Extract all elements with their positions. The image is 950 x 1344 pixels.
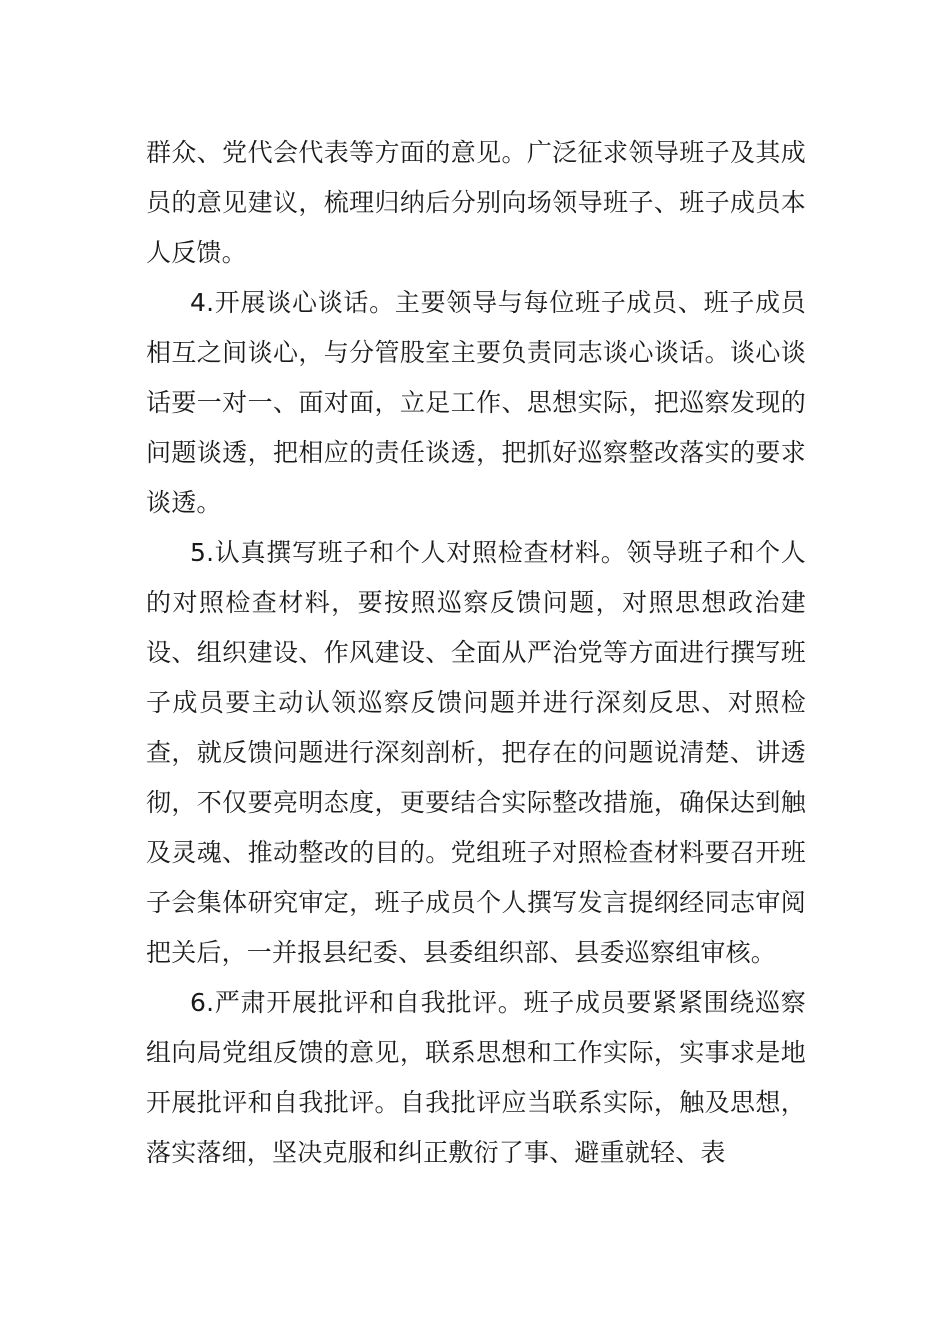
paragraph-number: 6. [190, 988, 215, 1017]
paragraph-text: 认真撰写班子和个人对照检查材料。领导班子和个人的对照检查材料，要按照巡察反馈问题，对照思想政治建设、组织建设、作风建设、全面从严治党等方面进行撰写班子成员要主动认领巡察反馈问题并进行深刻反思、对照检查，就反馈问题进行深刻剖析，把存在的问题说清楚、讲透彻，不仅要亮明态度，更要结合实际整改措施，确保达到触及灵魂、推动整改的目的。党组班子对照检查材料要召开班子会集体研究审定，班子成员个人撰写发言提纲经同志审阅把关后，一并报县纪委、县委组织部、县委巡察组审核。 [146, 538, 806, 967]
paragraph-continuation [146, 128, 806, 278]
paragraph-text: 严肃开展批评和自我批评。班子成员要紧紧围绕巡察组向局党组反馈的意见，联系思想和工作实际，实事求是地开展批评和自我批评。自我批评应当联系实际，触及思想，落实落细，坚决克服和纠正敷衍了事、避重就轻、表 [146, 988, 806, 1167]
paragraph-text: 群众、党代会代表等方面的意见。广泛征求领导班子及其成员的意见建议，梳理归纳后分别向场领导班子、班子成员本人反馈。 [146, 138, 806, 267]
paragraph-item-6 [146, 978, 806, 1178]
paragraph-item-4 [146, 278, 806, 528]
paragraph-item-5 [146, 528, 806, 978]
paragraph-number: 5. [190, 538, 215, 567]
paragraph-text: 开展谈心谈话。主要领导与每位班子成员、班子成员相互之间谈心，与分管股室主要负责同志谈心谈话。谈心谈话要一对一、面对面，立足工作、思想实际，把巡察发现的问题谈透，把相应的责任谈透，把抓好巡察整改落实的要求谈透。 [146, 288, 806, 517]
document-body [146, 128, 806, 1178]
paragraph-number: 4. [190, 288, 215, 317]
